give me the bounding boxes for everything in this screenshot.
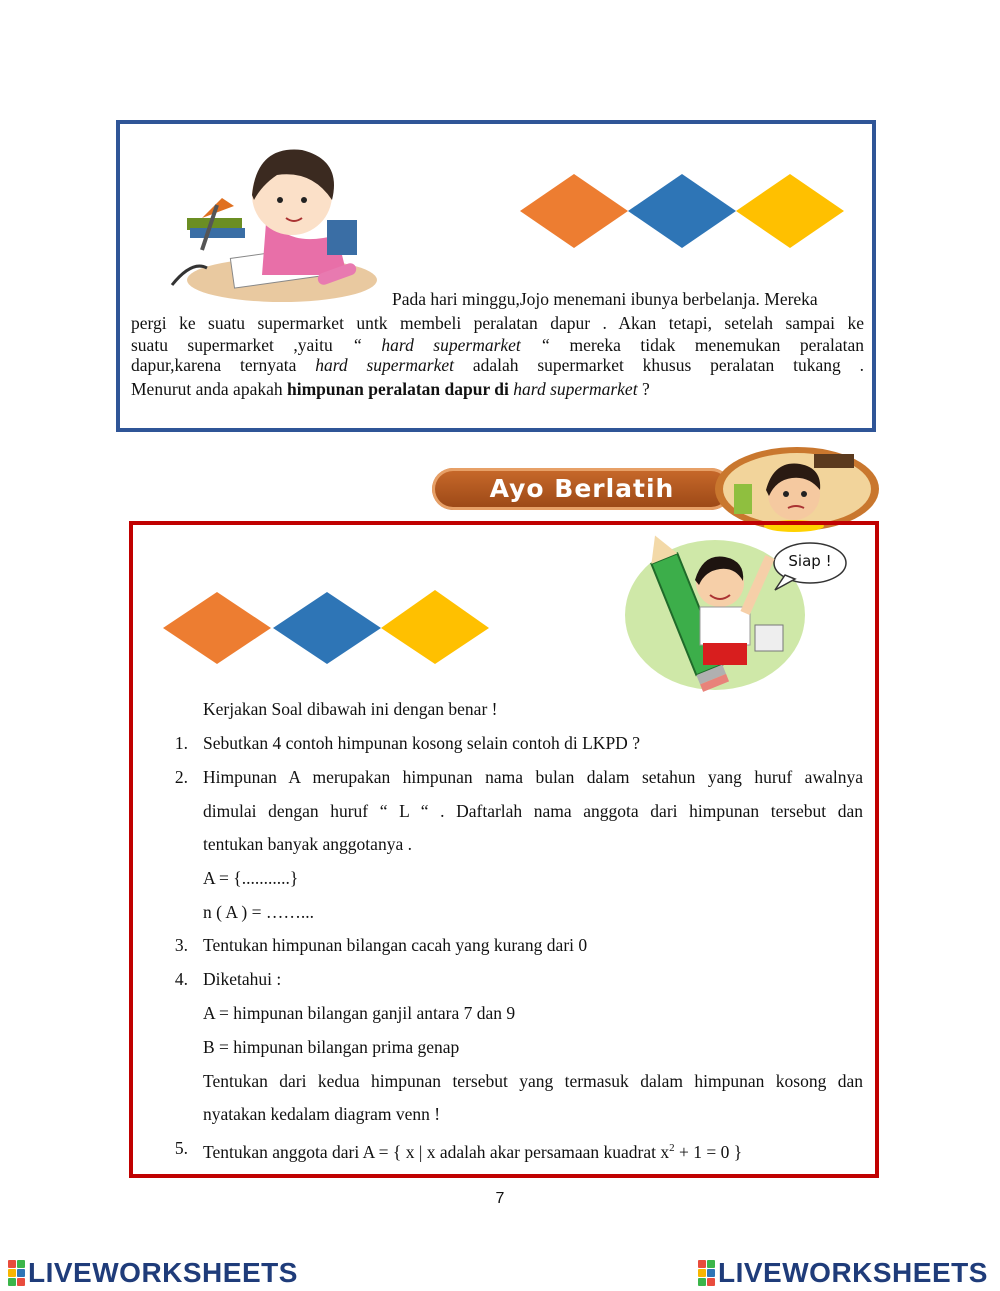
banner-title: Ayo Berlatih [489, 474, 675, 503]
question-2-count-answer[interactable]: n ( A ) = ……... [203, 902, 314, 922]
question-4-set-a: A = himpunan bilangan ganjil antara 7 dan 9 [203, 1003, 516, 1023]
speech-bubble-text: Siap ! [788, 552, 832, 570]
question-5-text-a: Tentukan anggota dari A = { x | x adalah akar persamaan kuadrat x [203, 1141, 670, 1162]
liveworksheets-logo-left[interactable] [8, 1258, 298, 1288]
decorative-diamonds-practice [163, 590, 491, 666]
instruction-text: Kerjakan Soal dibawah ini dengan benar ! [203, 699, 498, 719]
question-number: 5. [174, 1138, 188, 1158]
question-number: 2. [174, 767, 188, 787]
question-number: 4. [174, 969, 188, 989]
page-number: 7 [495, 1190, 505, 1207]
yellow-diamond [736, 174, 844, 248]
story-text: adalah supermarket khusus peralatan tukang . [453, 355, 864, 375]
question-number: 1. [174, 733, 188, 753]
question-5-text-b: + 1 = 0 } [674, 1141, 743, 1162]
blue-diamond [273, 592, 381, 664]
decorative-diamonds-top [520, 174, 846, 248]
question-2-set-answer[interactable]: A = {...........} [203, 868, 299, 888]
story-bold-term: himpunan peralatan dapur di [286, 379, 509, 399]
story-text: mereka tidak menemukan peralatan [549, 335, 864, 355]
question-4-set-b: B = himpunan bilangan prima genap [203, 1037, 460, 1057]
story-text: Menurut anda apakah [131, 379, 287, 399]
yellow-diamond [381, 590, 489, 664]
story-paragraph [131, 312, 864, 400]
story-text: dapur,karena ternyata [131, 355, 316, 375]
question-4-text: Diketahui : [203, 969, 282, 989]
question-2-line-1: Himpunan A merupakan himpunan nama bulan dalam setahun yang huruf awalnya [203, 767, 863, 787]
orange-diamond [520, 174, 628, 248]
story-italic-term: hard supermarket [508, 379, 638, 399]
blue-diamond [628, 174, 736, 248]
story-italic-term: hard supermarket [315, 355, 454, 375]
story-italic-term: “ hard supermarket “ [352, 335, 550, 355]
story-text: ? [637, 379, 650, 399]
question-4-line-1: Tentukan dari kedua himpunan tersebut yang termasuk dalam himpunan kosong dan [203, 1071, 863, 1091]
story-line-4 [131, 356, 864, 374]
logo-grid-icon [698, 1260, 715, 1286]
story-line-1: Pada hari minggu,Jojo menemani ibunya berbelanja. Mereka [392, 289, 818, 309]
logo-text: LIVEWORKSHEETS [718, 1257, 988, 1288]
liveworksheets-logo-right[interactable] [698, 1258, 988, 1288]
banner-boy-illustration [714, 446, 880, 532]
question-4-line-2: nyatakan kedalam diagram venn ! [203, 1104, 441, 1124]
logo-text: LIVEWORKSHEETS [28, 1257, 298, 1288]
story-text: suatu supermarket ,yaitu [131, 335, 353, 355]
story-line-2: pergi ke suatu supermarket untk membeli peralatan dapur . Akan tetapi, setelah sampai ke [131, 313, 864, 333]
question-2-line-2: dimulai dengan huruf “ L “ . Daftarlah nama anggota dari himpunan tersebut dan [203, 801, 863, 821]
question-number: 3. [174, 935, 188, 955]
question-5-text [203, 1137, 742, 1163]
logo-grid-icon [8, 1260, 25, 1286]
orange-diamond [163, 592, 271, 664]
question-3-text: Tentukan himpunan bilangan cacah yang kurang dari 0 [203, 935, 588, 955]
story-question-line [131, 378, 864, 400]
exponent: 2 [669, 1142, 675, 1154]
question-2-line-3: tentukan banyak anggotanya . [203, 834, 412, 854]
child-studying-illustration [162, 140, 380, 305]
question-1-text: Sebutkan 4 contoh himpunan kosong selain contoh di LKPD ? [203, 733, 640, 753]
story-line-3 [131, 334, 864, 356]
